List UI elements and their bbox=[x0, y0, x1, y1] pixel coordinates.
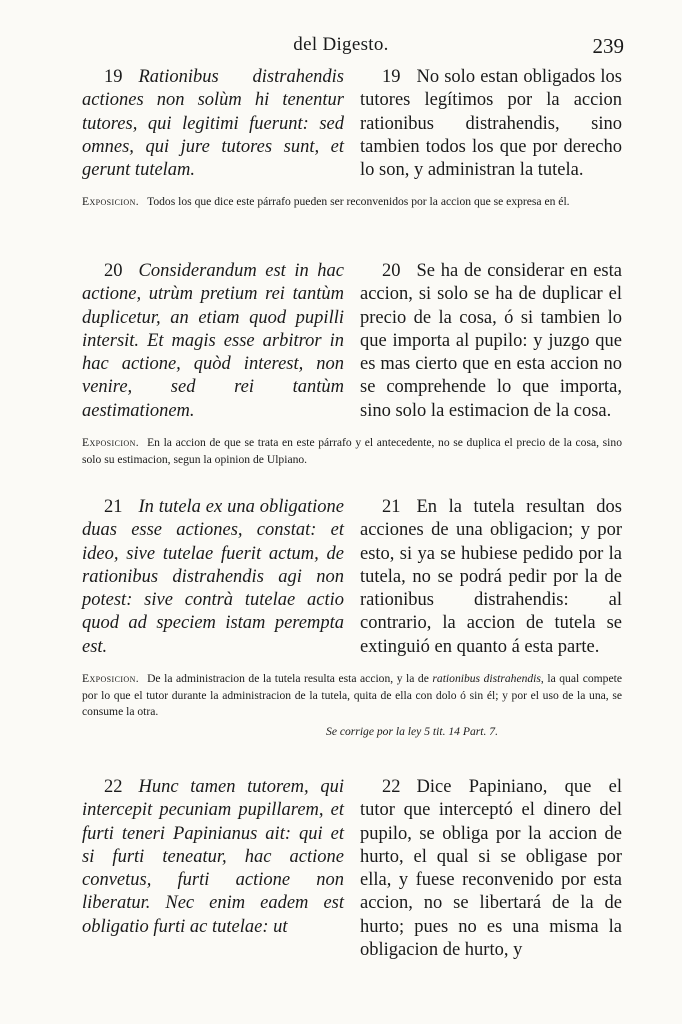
latin-paragraph: Hunc tamen tutorem, qui intercepit pecuniam pupillarem, et furti teneri Papinianus ait: qui et si furti teneatur, hac actione convetus, furti actione non liberatur. Nec enim eadem est obligatio furti ac tutelae: ut bbox=[82, 777, 344, 937]
spanish-paragraph: Se ha de considerar en esta accion, si solo se ha de duplicar el precio de la cosa, ó si tambien lo que importa al pupilo: y juzgo que es mas cierto que en esta accion no se comprehende lo que importa, sino solo la estimacion de la cosa. bbox=[360, 261, 622, 421]
spanish-paragraph: En la tutela resultan dos acciones de una obligacion; y por esto, si ya se hubiese pedido por la tutela, no se podrá pedir por la de rationibus distrahendis: al contrario, la accion de tutela se extinguió en quanto á esta parte. bbox=[360, 497, 622, 657]
paragraph-number: 21 bbox=[104, 497, 123, 517]
paragraph-number: 22 bbox=[104, 777, 123, 797]
exposicion bbox=[82, 671, 622, 721]
correction-note: Se corrige por la ley 5 tit. 14 Part. 7. bbox=[326, 724, 498, 738]
exposicion-text-pre: De la administracion de la tutela resulta esta accion, y la de bbox=[147, 672, 429, 686]
exposicion-text: En la accion de que se trata en este párrafo y el antecedente, no se duplica el precio de la cosa, sino solo su estimacion, segun la opinion de Ulpiano. bbox=[82, 436, 622, 466]
paragraph-number: 20 bbox=[382, 261, 401, 281]
exposicion-label: Exposicion. bbox=[82, 672, 140, 686]
spanish-text bbox=[360, 260, 622, 423]
spanish-paragraph: No solo estan obligados los tutores legítimos por la accion rationibus distrahendis, sino tambien todos los que por derecho lo son, y administran la tutela. bbox=[360, 67, 622, 181]
paragraph-number: 19 bbox=[104, 67, 123, 87]
paragraph-number: 19 bbox=[382, 67, 401, 87]
page-number: 239 bbox=[592, 34, 624, 58]
spanish-paragraph: Dice Papiniano, que el tutor que interceptó el dinero del pupilo, se obliga por la accion de hurto, el qual si se obligase por ella, y fuese reconvenido por esta accion, no se libertará de la de hurto; pues no es una misma la obligacion de hurto, y bbox=[360, 777, 622, 961]
exposicion bbox=[82, 435, 622, 468]
exposicion-text-italic: rationibus distrahendis bbox=[432, 672, 541, 686]
paragraph-number: 22 bbox=[382, 777, 401, 797]
section-19 bbox=[82, 66, 622, 211]
paragraph-number: 21 bbox=[382, 497, 401, 517]
page-header bbox=[0, 34, 682, 58]
spanish-text bbox=[360, 496, 622, 659]
latin-text bbox=[82, 66, 344, 182]
latin-paragraph: Rationibus distrahendis actiones non solùm hi tenentur tutores, qui legitimi fuerunt: sed omnes, qui jure tutores sunt, et gerunt tutelam. bbox=[82, 67, 344, 181]
latin-paragraph: In tutela ex una obligatione duas esse actiones, constat: et ideo, sive tutelae fuerit actum, de rationibus distrahendis agi non potest: sive contrà tutelae actio quod ad speciem istam perempta est. bbox=[82, 497, 344, 657]
latin-paragraph: Considerandum est in hac actione, utrùm pretium rei tantùm duplicetur, an etiam quod pupilli intersit. Et magis esse arbitror in hac actione, quòd interest, non venire, sed rei tantùm aestimationem. bbox=[82, 261, 344, 421]
exposicion-text: Todos los que dice este párrafo pueden ser reconvenidos por la accion que se expresa en él. bbox=[147, 195, 570, 209]
latin-text bbox=[82, 260, 344, 423]
latin-text bbox=[82, 496, 344, 659]
spanish-text bbox=[360, 66, 622, 182]
running-title: del Digesto. bbox=[293, 34, 389, 55]
section-22 bbox=[82, 776, 622, 962]
exposicion-label: Exposicion. bbox=[82, 436, 140, 450]
exposicion-text-post: , la qual compete por lo que el tutor durante la administracion de la tutela, quita de ella con dolo ó sin él; y por el uso de la una, se consume la otra. bbox=[82, 672, 622, 719]
exposicion bbox=[82, 194, 622, 211]
paragraph-number: 20 bbox=[104, 261, 123, 281]
section-20 bbox=[82, 260, 622, 468]
latin-text bbox=[82, 776, 344, 962]
spanish-text bbox=[360, 776, 622, 962]
exposicion-label: Exposicion. bbox=[82, 195, 140, 209]
section-21 bbox=[82, 496, 622, 738]
